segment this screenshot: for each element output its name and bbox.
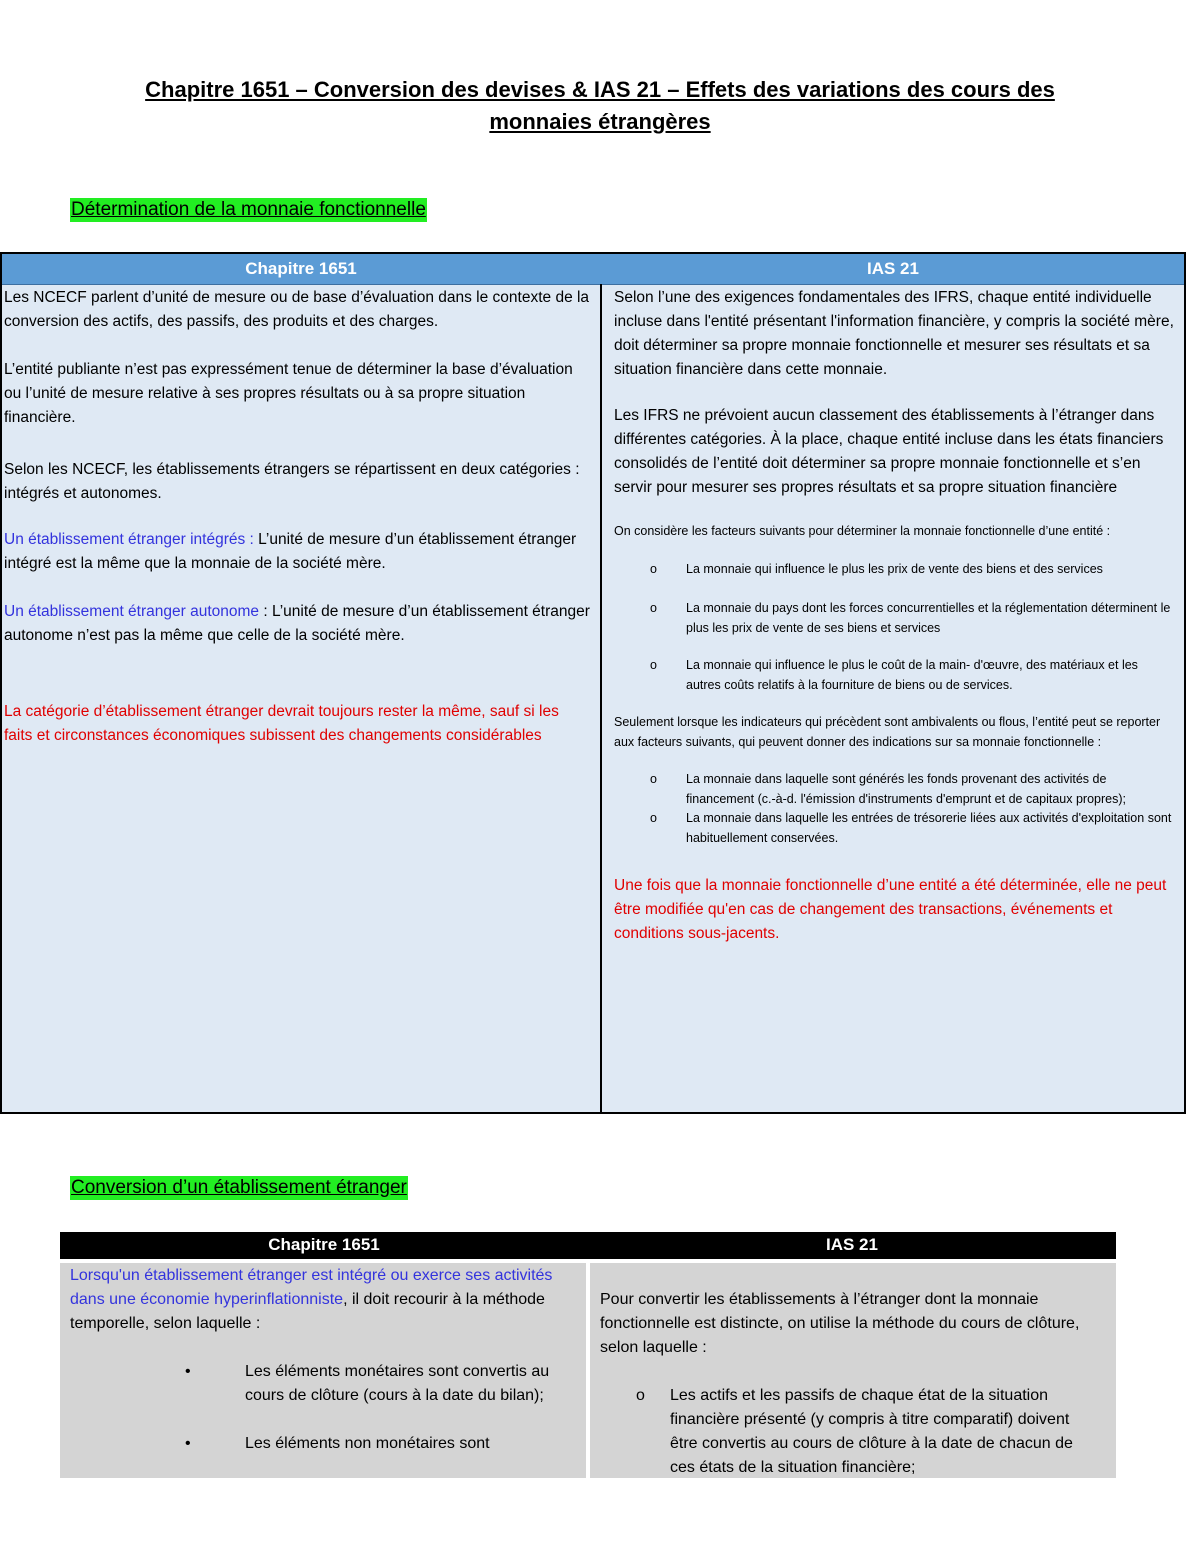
list-item: o La monnaie dans laquelle sont générés les fonds provenant des activités de financement (c.-à-d. l'émission d'instruments d'emprunt et de capitaux propres); (650, 772, 1126, 806)
warning-paragraph: Une fois que la monnaie fonctionnelle d’une entité a été déterminée, elle ne peut être modifiée qu'en cas de changement des transactions, événements et conditions sous-jacents. (614, 877, 1167, 942)
highlight-label: Un établissement étranger intégrés : (4, 531, 254, 548)
paragraph: On considère les facteurs suivants pour déterminer la monnaie fonctionnelle d’une entité : (614, 524, 1111, 538)
list-item: o La monnaie du pays dont les forces concurrentielles et la réglementation déterminent le plus les prix de vente de ses biens et services (650, 601, 1171, 635)
paragraph: Selon l’une des exigences fondamentales des IFRS, chaque entité individuelle incluse dans l'entité présentant l'information financière, y compris la société mère, doit déterminer sa propre monnaie fonctionnelle et mesurer ses résultats et sa situation financière dans cette monnaie. (614, 289, 1174, 378)
list-item: o Les actifs et les passifs de chaque état de la situation financière présenté (y compris à titre comparatif) doivent être convertis au cours de clôture à la date de chacun de ces états de la situation financière; (636, 1387, 1073, 1476)
list-item: • Les éléments non monétaires sont (185, 1435, 490, 1452)
column-header-ias: IAS 21 (826, 1235, 878, 1254)
section-heading-functional-currency: Détermination de la monnaie fonctionnelle (71, 199, 426, 220)
paragraph (70, 1264, 560, 1336)
warning-paragraph: La catégorie d’établissement étranger devrait toujours rester la même, sauf si les faits et circonstances économiques subissent des changements considérables (4, 703, 559, 744)
list-item: o La monnaie dans laquelle les entrées de trésorerie liées aux activités d'exploitation sont habituellement conservées. (650, 811, 1172, 845)
paragraph-text: , il doit recourir à la méthode temporelle, selon laquelle : (70, 1291, 545, 1332)
chapitre-cell (4, 286, 590, 748)
paragraph: Les IFRS ne prévoient aucun classement des établissements à l’étranger dans différentes catégories. À la place, chaque entité incluse dans les états financiers consolidés de l’entité doit déterminer sa propre monnaie fonctionnelle et s’en servir pour mesurer ses propres résultats et sa propre situation financière (614, 407, 1164, 496)
foreign-operation-table (60, 1232, 1116, 1478)
chapitre-cell (60, 1263, 586, 1478)
list-item: • Les éléments monétaires sont convertis au cours de clôture (cours à la date du bilan); (185, 1363, 550, 1404)
paragraph: Selon les NCECF, les établissements étrangers se répartissent en deux catégories : intégrés et autonomes. (4, 461, 580, 502)
table-header (2, 254, 1184, 285)
column-header-chapitre: Chapitre 1651 (245, 259, 357, 278)
paragraph: L’entité publiante n’est pas expressément tenue de déterminer la base d’évaluation ou l’unité de mesure relative à ses propres résultats ou à sa propre situation financière. (4, 361, 573, 426)
paragraph (4, 600, 590, 648)
secondary-factor-list (614, 770, 1174, 848)
section-heading-foreign-operation: Conversion d’un établissement étranger (71, 1177, 407, 1198)
column-divider (600, 284, 602, 1112)
highlight-label: Lorsqu'un établissement étranger est intégré ou exerce ses activités dans une économie hyperinflationniste (70, 1267, 553, 1308)
title-line-1: Chapitre 1651 – Conversion des devises & IAS 21 – Effets des variations des cours des (145, 77, 1055, 102)
paragraph: Seulement lorsque les indicateurs qui précèdent sont ambivalents ou flous, l’entité peut se reporter aux facteurs suivants, qui peuvent donner des indications sur sa monnaie fonctionnelle : (614, 715, 1161, 749)
list-item: o La monnaie qui influence le plus les prix de vente des biens et des services (650, 561, 1103, 576)
column-header-ias: IAS 21 (867, 259, 919, 278)
table-header (60, 1232, 1116, 1259)
factor-list (614, 560, 1174, 696)
paragraph (4, 528, 590, 576)
paragraph-text: L’unité de mesure d’un établissement étranger intégré est la même que la monnaie de la société mère. (4, 531, 577, 572)
highlight-label: Un établissement étranger autonome (4, 603, 260, 620)
paragraph: Pour convertir les établissements à l’étranger dont la monnaie fonctionnelle est distincte, on utilise la méthode du cours de clôture, selon laquelle : (600, 1291, 1080, 1356)
ias-cell (614, 286, 1174, 946)
column-header-chapitre: Chapitre 1651 (268, 1235, 380, 1254)
title-line-2: monnaies étrangères (489, 109, 711, 134)
document-title (60, 74, 1140, 138)
list-item: o La monnaie qui influence le plus le coût de la main- d'œuvre, des matériaux et les autres coûts relatifs à la fourniture de biens ou de services. (650, 658, 1138, 692)
paragraph-text: : L’unité de mesure d’un établissement étranger autonome n’est pas la même que celle de la société mère. (4, 603, 590, 644)
functional-currency-table (0, 252, 1186, 1114)
ias-cell (590, 1263, 1116, 1478)
paragraph: Les NCECF parlent d’unité de mesure ou de base d’évaluation dans le contexte de la conversion des actifs, des passifs, des produits et des charges. (4, 289, 590, 330)
